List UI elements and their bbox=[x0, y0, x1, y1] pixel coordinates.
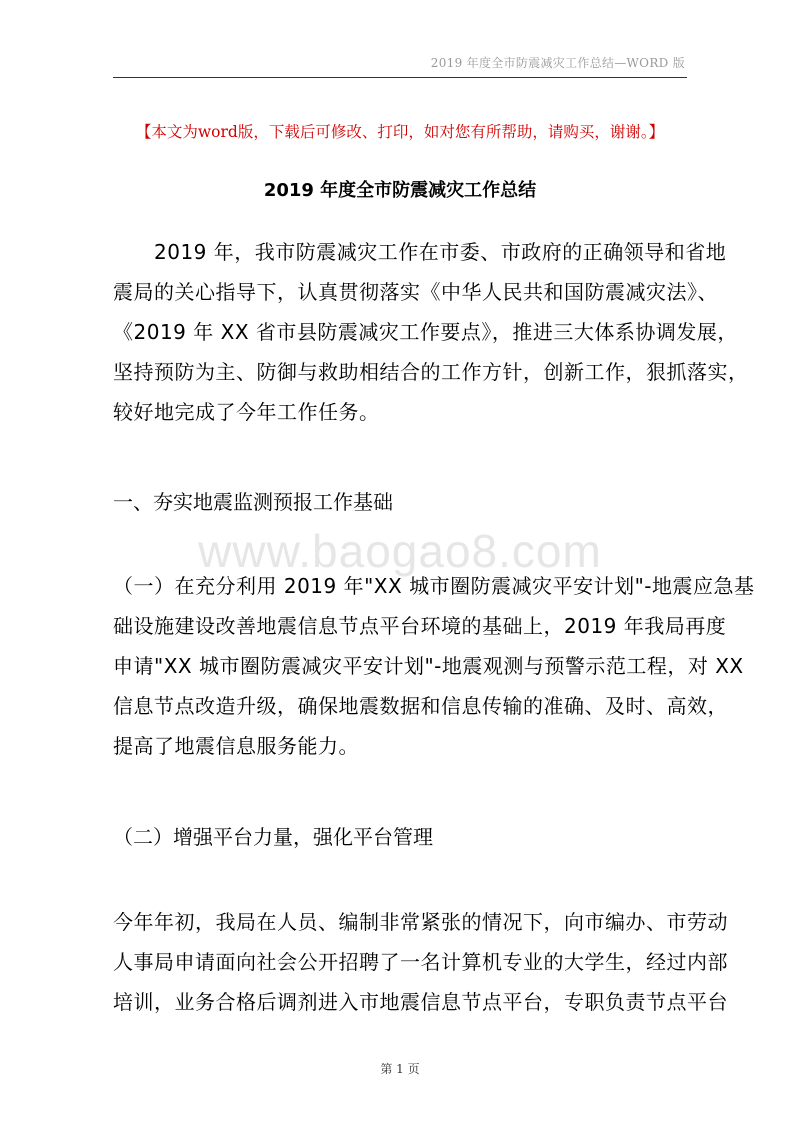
text-line: 信息节点改造升级，确保地震数据和信息传输的准确、及时、高效， bbox=[113, 694, 728, 718]
intro-paragraph bbox=[113, 232, 749, 432]
page-number: 第 1 页 bbox=[380, 1062, 420, 1076]
subsection-heading-2: （二）增强平台力量，强化平台管理 bbox=[113, 825, 433, 849]
subsection-paragraph-1 bbox=[113, 566, 755, 766]
body-paragraph-3 bbox=[113, 902, 728, 1022]
document-title: 2019 年度全市防震减灾工作总结 bbox=[263, 180, 537, 201]
text-line: 今年年初，我局在人员、编制非常紧张的情况下，向市编办、市劳动 bbox=[113, 910, 728, 934]
text-line: 《2019 年 XX 省市县防震减灾工作要点》，推进三大体系协调发展， bbox=[113, 320, 738, 344]
running-header: 2019 年度全市防震减灾工作总结—WORD 版 bbox=[430, 56, 685, 70]
text-line: 申请"XX 城市圈防震减灾平安计划"-地震观测与预警示范工程，对 XX bbox=[113, 654, 744, 678]
watermark: www.baogao8.com bbox=[198, 525, 602, 577]
text-line: 较好地完成了今年工作任务。 bbox=[113, 400, 380, 424]
text-line: 2019 年，我市防震减灾工作在市委、市政府的正确领导和省地 bbox=[113, 240, 727, 264]
text-line: 培训，业务合格后调剂进入市地震信息节点平台，专职负责节点平台 bbox=[113, 990, 728, 1014]
section-heading-1: 一、夯实地震监测预报工作基础 bbox=[113, 490, 393, 514]
text-line: 提高了地震信息服务能力。 bbox=[113, 734, 359, 758]
purchase-notice: 【本文为word版，下载后可修改、打印，如对您有所帮助，请购买，谢谢。】 bbox=[135, 123, 665, 141]
text-line: 震局的关心指导下，认真贯彻落实《中华人民共和国防震减灾法》、 bbox=[113, 280, 718, 304]
header-divider bbox=[113, 77, 687, 78]
text-line: 人事局申请面向社会公开招聘了一名计算机专业的大学生，经过内部 bbox=[113, 950, 728, 974]
text-line: 坚持预防为主、防御与救助相结合的工作方针，创新工作，狠抓落实， bbox=[113, 360, 749, 384]
text-line: 础设施建设改善地震信息节点平台环境的基础上，2019 年我局再度 bbox=[113, 614, 727, 638]
text-line: （一）在充分利用 2019 年"XX 城市圈防震减灾平安计划"-地震应急基 bbox=[113, 574, 755, 598]
